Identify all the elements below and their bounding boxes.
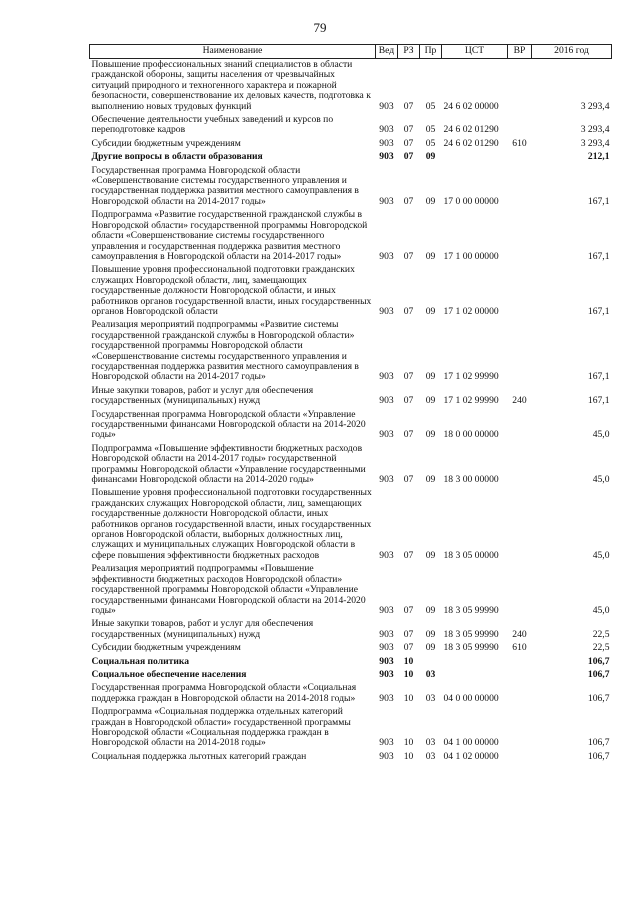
header-cst: ЦСТ bbox=[442, 45, 508, 59]
cell-pr: 03 bbox=[425, 737, 436, 749]
cell-amount: 3 293,4 bbox=[580, 137, 610, 149]
cell-rz: 07 bbox=[403, 250, 414, 262]
cell-vr bbox=[508, 669, 532, 682]
cell-pr: 05 bbox=[425, 137, 436, 149]
table-row bbox=[90, 209, 612, 264]
table-row bbox=[90, 165, 612, 210]
table-row bbox=[90, 151, 612, 164]
cell-name: Другие вопросы в области образования bbox=[91, 151, 263, 163]
table-row bbox=[90, 264, 612, 319]
cell-cst bbox=[442, 151, 508, 164]
cell-amount: 3 293,4 bbox=[580, 124, 610, 136]
cell-name: Социальное обеспечение населения bbox=[91, 668, 247, 680]
cell-cst: 18 3 00 00000 bbox=[443, 474, 499, 486]
cell-pr: 03 bbox=[425, 750, 436, 762]
cell-ved: 903 bbox=[379, 642, 394, 654]
cell-cst: 18 0 00 00000 bbox=[443, 429, 499, 441]
cell-ved: 903 bbox=[379, 737, 394, 749]
cell-name: Государственная программа Новгородской области «Социальная поддержка граждан в Новгородской области на 2014-2018 годы» bbox=[91, 682, 357, 704]
cell-cst: 04 1 00 00000 bbox=[443, 737, 499, 749]
table-body bbox=[90, 59, 612, 765]
header-pr: Пр bbox=[420, 45, 442, 59]
header-vr: ВР bbox=[508, 45, 532, 59]
cell-rz: 07 bbox=[403, 642, 414, 654]
cell-amount: 167,1 bbox=[587, 250, 610, 262]
cell-amount: 45,0 bbox=[592, 549, 610, 561]
table-row bbox=[90, 114, 612, 138]
cell-amount: 167,1 bbox=[587, 371, 610, 383]
cell-ved: 903 bbox=[379, 100, 394, 112]
cell-name: Повышение уровня профессиональной подготовки государственных гражданских служащих Новгородской области, лиц, замещающих государственные должности Новгородской области, иных работников органов государственной власти, иных государственных органов Новгородской области, выборных должностных лиц, служащих и муниципальных служащих Новгородской области в сфере повышения эффективности бюджетных расходов bbox=[91, 487, 372, 561]
cell-ved: 903 bbox=[379, 250, 394, 262]
cell-name: Социальная политика bbox=[91, 655, 190, 667]
cell-amount: 167,1 bbox=[587, 195, 610, 207]
cell-rz: 10 bbox=[403, 668, 414, 680]
cell-vr bbox=[508, 443, 532, 488]
cell-pr: 09 bbox=[425, 371, 436, 383]
cell-rz: 07 bbox=[403, 628, 414, 640]
cell-name: Повышение уровня профессиональной подготовки гражданских служащих Новгородской области, лиц, замещающих государственные должности Новгородской области, и иных работников органов государственной власти, иных государственных органов Новгородской области bbox=[91, 264, 372, 317]
cell-pr: 09 bbox=[425, 642, 436, 654]
cell-name: Иные закупки товаров, работ и услуг для обеспечения государственных (муниципальных) нужд bbox=[91, 384, 314, 407]
cell-pr: 03 bbox=[425, 692, 436, 704]
cell-name: Иные закупки товаров, работ и услуг для обеспечения государственных (муниципальных) нужд bbox=[91, 618, 314, 640]
cell-ved: 903 bbox=[379, 750, 394, 762]
cell-amount: 106,7 bbox=[587, 692, 610, 704]
cell-vr: 240 bbox=[512, 628, 527, 640]
cell-amount: 45,0 bbox=[592, 474, 610, 486]
cell-amount: 167,1 bbox=[587, 305, 610, 317]
cell-vr bbox=[508, 165, 532, 210]
cell-pr: 09 bbox=[425, 604, 436, 616]
table-row bbox=[90, 409, 612, 443]
cell-amount: 212,1 bbox=[587, 151, 610, 163]
cell-rz: 10 bbox=[403, 737, 414, 749]
header-rz: РЗ bbox=[398, 45, 420, 59]
cell-name: Государственная программа Новгородской области «Управление государственными финансами Новгородской области на 2014-2020 годы» bbox=[91, 408, 366, 441]
page-number: 79 bbox=[313, 20, 327, 35]
cell-vr bbox=[508, 563, 532, 618]
cell-vr bbox=[508, 151, 532, 164]
cell-name: Повышение профессиональных знаний специалистов в области гражданской обороны, защиты населения от чрезвычайных ситуаций природного и техногенного характера и пожарной безопасности, совершенствование их деловых качеств, подготовка к выполнению новых трудовых функций bbox=[91, 59, 371, 112]
cell-pr: 09 bbox=[425, 549, 436, 561]
cell-cst: 17 1 02 99990 bbox=[443, 371, 499, 383]
cell-vr bbox=[508, 409, 532, 443]
cell-rz: 07 bbox=[403, 305, 414, 317]
cell-cst: 24 6 02 01290 bbox=[443, 124, 499, 136]
cell-cst: 17 1 02 99990 bbox=[443, 395, 499, 407]
cell-pr: 09 bbox=[425, 195, 436, 207]
cell-pr: 09 bbox=[425, 250, 436, 262]
cell-amount: 167,1 bbox=[587, 395, 610, 407]
header-name: Наименование bbox=[90, 45, 376, 59]
cell-cst: 17 1 00 00000 bbox=[443, 250, 499, 262]
cell-name: Подпрограмма «Развитие государственной гражданской службы в Новгородской области» государственной программы Новгородской области «Совершенствование системы государственного управления и государственная поддержка развития местного самоуправления в Новгородской области на 2014-2017 годы» bbox=[91, 209, 368, 262]
cell-vr: 610 bbox=[512, 137, 527, 149]
cell-cst: 18 3 05 99990 bbox=[443, 604, 499, 616]
table-row bbox=[90, 751, 612, 764]
cell-amount: 22,5 bbox=[592, 642, 610, 654]
cell-cst: 24 6 02 01290 bbox=[443, 137, 499, 149]
table-row bbox=[90, 563, 612, 618]
cell-pr: 09 bbox=[425, 151, 436, 163]
cell-vr bbox=[508, 656, 532, 669]
cell-amount: 3 293,4 bbox=[580, 100, 610, 112]
header-ved: Вед bbox=[376, 45, 398, 59]
table-row bbox=[90, 618, 612, 642]
table-row bbox=[90, 443, 612, 488]
cell-ved: 903 bbox=[379, 137, 394, 149]
cell-pr: 09 bbox=[425, 429, 436, 441]
cell-ved: 903 bbox=[379, 668, 394, 680]
cell-cst: 18 3 05 99990 bbox=[443, 628, 499, 640]
cell-cst: 18 3 05 00000 bbox=[443, 549, 499, 561]
cell-cst: 24 6 02 00000 bbox=[443, 100, 499, 112]
cell-cst: 17 1 02 00000 bbox=[443, 305, 499, 317]
table-row bbox=[90, 706, 612, 751]
cell-vr bbox=[508, 264, 532, 319]
cell-pr: 09 bbox=[425, 395, 436, 407]
table-row bbox=[90, 487, 612, 563]
cell-name: Обеспечение деятельности учебных заведений и курсов по переподготовке кадров bbox=[91, 114, 334, 136]
cell-amount: 45,0 bbox=[592, 604, 610, 616]
cell-vr: 240 bbox=[512, 395, 527, 407]
budget-table bbox=[89, 44, 612, 764]
cell-rz: 10 bbox=[403, 750, 414, 762]
cell-cst: 17 0 00 00000 bbox=[443, 195, 499, 207]
cell-amount: 106,7 bbox=[587, 737, 610, 749]
cell-vr bbox=[508, 209, 532, 264]
cell-rz: 10 bbox=[403, 655, 414, 667]
table-row bbox=[90, 682, 612, 706]
cell-amount: 106,7 bbox=[587, 668, 610, 680]
cell-ved: 903 bbox=[379, 371, 394, 383]
cell-name: Социальная поддержка льготных категорий граждан bbox=[91, 750, 307, 762]
cell-ved: 903 bbox=[379, 628, 394, 640]
cell-rz: 07 bbox=[403, 151, 414, 163]
table-row bbox=[90, 319, 612, 384]
cell-cst: 04 1 02 00000 bbox=[443, 750, 499, 762]
table-header-row bbox=[90, 45, 612, 59]
cell-rz: 10 bbox=[403, 692, 414, 704]
cell-pr: 09 bbox=[425, 305, 436, 317]
cell-name: Подпрограмма «Повышение эффективности бюджетных расходов Новгородской области на 2014-2017 годы» государственной программы Новгородской области «Управление государственными финансами Новгородской области на 2014-2020 годы» bbox=[91, 442, 366, 486]
cell-ved: 903 bbox=[379, 692, 394, 704]
cell-cst: 18 3 05 99990 bbox=[443, 642, 499, 654]
cell-amount: 106,7 bbox=[587, 750, 610, 762]
cell-name: Субсидии бюджетным учреждениям bbox=[91, 642, 241, 654]
cell-name: Подпрограмма «Социальная поддержка отдельных категорий граждан в Новгородской области» государственной программы Новгородской области «Социальная поддержка граждан в Новгородской области на 2014-2018 годы» bbox=[91, 706, 351, 749]
cell-name: Реализация мероприятий подпрограммы «Развитие системы государственной гражданской службы в Новгородской области» государственной программы Новгородской области «Совершенствование системы государственного управления и государственная поддержка развития местного самоуправления в Новгородской области на 2014-2017 годы» bbox=[91, 319, 359, 383]
cell-name: Субсидии бюджетным учреждениям bbox=[91, 137, 241, 149]
cell-rz: 07 bbox=[403, 429, 414, 441]
cell-name: Реализация мероприятий подпрограммы «Повышение эффективности бюджетных расходов Новгородской области» государственной программы Новгородской области «Управление государственными финансами Новгородской области на 2014-2020 годы» bbox=[91, 563, 366, 616]
cell-rz: 07 bbox=[403, 604, 414, 616]
cell-cst bbox=[442, 656, 508, 669]
cell-cst: 04 0 00 00000 bbox=[443, 692, 499, 704]
cell-amount: 106,7 bbox=[587, 655, 610, 667]
cell-pr: 05 bbox=[425, 100, 436, 112]
table-row bbox=[90, 669, 612, 682]
cell-rz: 07 bbox=[403, 371, 414, 383]
cell-ved: 903 bbox=[379, 655, 394, 667]
cell-rz: 07 bbox=[403, 474, 414, 486]
cell-pr bbox=[420, 656, 442, 669]
cell-cst bbox=[442, 669, 508, 682]
cell-pr: 05 bbox=[425, 124, 436, 136]
cell-vr bbox=[508, 682, 532, 706]
header-year: 2016 год bbox=[532, 45, 612, 59]
cell-vr: 610 bbox=[512, 642, 527, 654]
cell-ved: 903 bbox=[379, 604, 394, 616]
cell-pr: 03 bbox=[425, 668, 436, 680]
cell-vr bbox=[508, 59, 532, 115]
cell-rz: 07 bbox=[403, 395, 414, 407]
cell-amount: 22,5 bbox=[592, 628, 610, 640]
cell-rz: 07 bbox=[403, 137, 414, 149]
cell-rz: 07 bbox=[403, 195, 414, 207]
cell-ved: 903 bbox=[379, 549, 394, 561]
cell-rz: 07 bbox=[403, 124, 414, 136]
cell-rz: 07 bbox=[403, 549, 414, 561]
table-row bbox=[90, 138, 612, 151]
cell-amount: 45,0 bbox=[592, 429, 610, 441]
cell-vr bbox=[508, 114, 532, 138]
cell-vr bbox=[508, 319, 532, 384]
cell-ved: 903 bbox=[379, 429, 394, 441]
table-row bbox=[90, 642, 612, 655]
cell-name: Государственная программа Новгородской области «Совершенствование системы государственного управления и государственная поддержка развития местного самоуправления в Новгородской области на 2014-2017 годы» bbox=[91, 164, 359, 207]
cell-ved: 903 bbox=[379, 474, 394, 486]
cell-vr bbox=[508, 487, 532, 563]
cell-ved: 903 bbox=[379, 151, 394, 163]
table-row bbox=[90, 59, 612, 115]
cell-ved: 903 bbox=[379, 124, 394, 136]
cell-pr: 09 bbox=[425, 474, 436, 486]
cell-vr bbox=[508, 751, 532, 764]
cell-ved: 903 bbox=[379, 395, 394, 407]
cell-vr bbox=[508, 706, 532, 751]
cell-ved: 903 bbox=[379, 305, 394, 317]
table-row bbox=[90, 385, 612, 409]
cell-pr: 09 bbox=[425, 628, 436, 640]
table-row bbox=[90, 656, 612, 669]
cell-rz: 07 bbox=[403, 100, 414, 112]
cell-ved: 903 bbox=[379, 195, 394, 207]
